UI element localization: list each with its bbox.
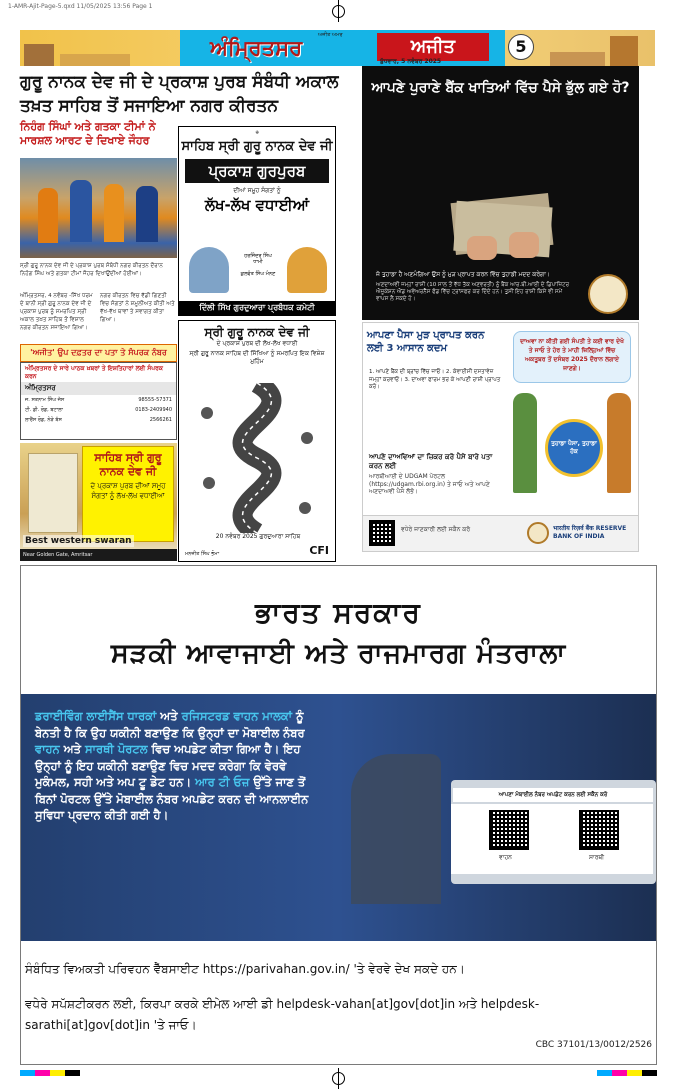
gov-message [35,708,313,824]
gov-line1: ਭਾਰਤ ਸਰਕਾਰ [255,596,422,629]
hotel-footer: Near Golden Gate, Amritsar [20,549,177,561]
hotel-ad-title: ਸਾਹਿਬ ਸ੍ਰੀ ਗੁਰੂ ਨਾਨਕ ਦੇਵ ਜੀ [94,451,162,478]
ad2-date: 20 ਨਵੰਬਰ 2025 ਗੁਰਦੁਆਰਾ ਸਾਹਿਬ [215,533,301,540]
ad1-band: ਪ੍ਰਕਾਸ਼ ਗੁਰਪੁਰਬ [185,159,329,183]
rbi-camp-bubble: ਦਾਅਵਾ ਨਾ ਕੀਤੀ ਗਈ ਸੰਪਤੀ ਤੇ ਕਈ ਵਾਰ ਦੇਖੋ ਤੇ ਜਾਓ ਤੇ ਹੋਰ ਤੇ ਮਾਹੀ ਜ਼ਿਲ੍ਹਿਆਂ ਵਿੱਚ ਅਕਤੂਬਰ ਤੋਂ ਦਸੰਬਰ 2025 ਦੌਰਾਨ ਲਗਾਏ ਜਾਣਗੇ। [513,331,631,383]
ad1-line: ਦੀਆਂ ਸਮੂਹ ਸੰਗਤਾਂ ਨੂੰ [233,187,281,194]
ad2-title: ਸ੍ਰੀ ਗੁਰੂ ਨਾਨਕ ਦੇਵ ਜੀ [204,325,310,339]
contact-label: ਲਾਰੈਂਸ ਰੋਡ, ਨੇੜੇ ਬੱਸ [25,417,62,423]
lead-body-left: ਅੰਮ੍ਰਿਤਸਰ, 4 ਨਵੰਬਰ -ਸਿੱਖ ਧਰਮ ਦੇ ਬਾਨੀ ਸ੍ਰੀ ਗੁਰੂ ਨਾਨਕ ਦੇਵ ਜੀ ਦੇ ਪ੍ਰਕਾਸ਼ ਪੁਰਬ ਨੂੰ ਸਮਰਪਿਤ ਸ੍ਰੀ ਅਕਾਲ ਤਖ਼ਤ ਸਾਹਿਬ ਤੋਂ ਵਿਸ਼ਾਲ ਨਗਰ ਕੀਰਤਨ ਸਜਾਇਆ ਗਿਆ। [20,293,93,331]
vahan-label: ਵਾਹਨ [499,854,512,861]
khanda-icon: ☬ [255,130,259,136]
rbi-qr-code [369,520,395,546]
rbi-seal-icon [588,274,628,314]
rbi-unclaimed-ad [362,66,639,320]
office-note: ਅੰਮ੍ਰਿਤਸਰ ਦੇ ਸਾਰੇ ਪਾਠਕ ਖ਼ਬਰਾਂ ਤੇ ਇਸ਼ਤਿਹਾਰਾਂ ਲਈ ਸੰਪਰਕ ਕਰਨ [25,365,163,380]
rbi-steps-ad [362,322,639,552]
msg-text: ਅਤੇ [59,742,86,756]
masthead-skyline-right-icon [550,52,605,66]
msg-highlight: ਡਰਾਈਵਿੰਗ ਲਾਈਸੈਂਸ ਧਾਰਕਾਂ [35,709,157,723]
contact-label: ਜ. ਸਤਨਾਮ ਸਿੰਘ ਜੱਸ [25,397,65,403]
office-header: ਅੰਮ੍ਰਿਤਸਰ [21,382,176,395]
contact-label: ਟੀ. ਡੀ. ਰੋਡ, ਬਟਾਲਾ [25,407,63,413]
morth-ad [20,565,657,1065]
masthead-city-title: ਅੰਮ੍ਰਿਤਸਰ [210,35,303,60]
page-number: 5 [508,34,534,60]
lead-headline: ਗੁਰੂ ਨਾਨਕ ਦੇਵ ਜੀ ਦੇ ਪ੍ਰਕਾਸ਼ ਪੁਰਬ ਸੰਬੰਧੀ ਅਕਾਲ ਤਖ਼ਤ ਸਾਹਿਬ ਤੋਂ ਸਜਾਇਆ ਨਗਰ ਕੀਰਤਨ [20,72,339,116]
ad1-footer: ਦਿੱਲੀ ਸਿੱਖ ਗੁਰਦੁਆਰਾ ਪ੍ਰਬੰਧਕ ਕਮੇਟੀ [179,301,335,315]
rbi-logo-icon [527,522,549,544]
gov-para-2: ਵਧੇਰੇ ਸਪੱਸ਼ਟੀਕਰਨ ਲਈ, ਕਿਰਪਾ ਕਰਕੇ ਈਮੇਲ ਆਈ ਡੀ helpdesk-vahan[at]gov[dot]in ਅਤੇ helpdesk-sarathi[at]gov[dot]in 'ਤੇ ਜਾਓ। [25,997,540,1032]
masthead-skyline-icon [60,54,130,66]
contact-row [21,405,176,415]
cfi-logo: CFI [309,544,329,557]
rbi-footer-note: ਵਧੇਰੇ ਜਾਣਕਾਰੀ ਲਈ ਸਕੈਨ ਕਰੋ [401,526,471,533]
photo-figure-icon [38,188,58,243]
person-left-icon [513,393,537,493]
ad1-top: ਸਾਹਿਬ ਸ੍ਰੀ ਗੁਰੂ ਨਾਨਕ ਦੇਵ ਜੀ [181,139,333,154]
gurpurab-greeting-ad [178,126,336,316]
masthead-date: ਬੁੱਧਵਾਰ, 5 ਨਵੰਬਰ 2025 [380,58,442,65]
rbi-body: ਅਣਦਾਅਵੀ ਜਮ੍ਹਾਂ ਰਾਸ਼ੀ (10 ਸਾਲ ਤੋਂ ਵੱਧ ਤੱਕ ਅਣਵਰਤੀ) ਨੂੰ ਬੈਂਕ ਆਰ.ਬੀ.ਆਈ ਦੇ ਡਿਪਾਜ਼ਿਟਰ ਐਜੂਕੇਸ਼ਨ ਐਂਡ ਅਵੇਅਰਨੈੱਸ ਫੰਡ ਵਿੱਚ ਟ੍ਰਾਂਸਫਰ ਕਰ ਦਿੰਦੇ ਹਨ। ਤੁਸੀਂ ਇਹ ਰਾਸ਼ੀ ਕਿਸੇ ਵੀ ਸਮੇਂ ਵਾਪਸ ਲੈ ਸਕਦੇ ਹੋ। [376,282,570,302]
rbi-slogan-badge: ਤੁਹਾਡਾ ਪੈਸਾ, ਤੁਹਾਡਾ ਹੱਕ [545,419,603,477]
masthead-tagline: ਅਜੀਤ ਅਮਰ [318,32,343,38]
cbc-code: CBC 37101/13/0012/2526 [535,1040,652,1050]
masthead-paper-title: ਅਜੀਤ [377,33,489,61]
nagar-kirtan-photo [20,158,177,258]
msg-text: ਵਿਚ ਅਪਡੇਟ ਕੀਤਾ ਗਿਆ ਹੈ। ਇਹ ਉਨ੍ਹਾਂ ਨੂੰ ਇਹ ਯਕੀਨੀ ਬਣਾਉਣ ਵਿਚ ਮਦਦ ਕਰੇਗਾ ਕਿ ਵੇਰਵੇ ਮੁਕੰਮਲ, ਸਹੀ ਅਤੇ ਅਪ ਟੂ ਡੇਟ ਹਨ। [35,742,301,789]
msg-text: ਉੱਤੇ ਜਾਣ ਤੋਂ ਬਿਨਾਂ ਪੋਰਟਲ ਉੱਤੇ ਮੋਬਾਈਲ ਨੰਬਰ ਅਪਡੇਟ ਕਰਨ ਦੀ ਆਨਲਾਈਨ ਸੁਵਿਧਾ ਪ੍ਰਦਾਨ ਕੀਤੀ ਗਈ ਹੈ। [35,775,309,822]
contact-value: 2566261 [149,417,172,423]
contact-row [21,415,176,425]
masthead [20,30,655,66]
color-bar-left [20,1070,80,1076]
contact-value: 98555-57371 [138,397,172,403]
rbi-footer [363,515,638,551]
person-right-icon [607,393,631,493]
portrait-right-name: ਕੁਲਵੰਤ ਸਿੰਘ ਮੰਨਣ [240,271,276,277]
masthead-temple-icon [610,36,638,66]
hotel-greeting-box [82,446,174,542]
portrait-left-icon [189,247,229,293]
winding-road-icon [187,383,327,533]
registration-mark-bottom [338,1068,339,1089]
ad2-event: ਸ੍ਰੀ ਗੁਰੂ ਨਾਨਕ ਸਾਹਿਬ ਦੀ ਸਿੱਖਿਆ ਨੂੰ ਸਮਰਪਿਤ ਇਕ ਵਿਸ਼ੇਸ਼ ਮੁਹਿੰਮ [189,350,325,365]
sarathi-qr-code [579,810,619,850]
gov-blue-band [21,694,656,941]
contact-row [21,395,176,405]
hotel-ad [20,443,177,561]
msg-highlight: ਸਾਰਥੀ ਪੋਰਟਲ [85,742,148,756]
hotel-ad-wish: ਦੇ ਪ੍ਰਕਾਸ਼ ਪੁਰਬ ਦੀਆਂ ਸਮੂਹ ਸੰਗਤਾਂ ਨੂੰ ਲੱਖ-ਲੱਖ ਵਧਾਈਆਂ [90,482,166,500]
registration-circle-top [332,5,345,18]
portrait-left-name: ਹਰਜਿੰਦਰ ਸਿੰਘ ਧਾਮੀ [244,253,272,265]
lead-subhead: ਨਿਹੰਗ ਸਿੰਘਾਂ ਅਤੇ ਗਤਕਾ ਟੀਮਾਂ ਨੇ ਮਾਰਸ਼ਲ ਆਰਟ ਦੇ ਦਿਖਾਏ ਜੌਹਰ [20,120,156,147]
rbi-claim-title: ਆਪਣੇ ਦਾਅਵਿਆਂ ਦਾ ਜ਼ਿਕਰ ਕਰੋ ਪੈਸੇ ਬਾਰੇ ਪਤਾ ਕਰਨ ਲਈ [369,453,493,470]
sarathi-label: ਸਾਰਥੀ [589,854,605,861]
rbi-lead: ਜੋ ਤੁਹਾਡਾ ਹੈ ਅਣਮੰਗਿਆ ਉਸ ਨੂੰ ਮੁੜ ਪ੍ਰਾਪਤ ਕਰਨ ਵਿੱਚ ਤੁਹਾਡੀ ਮਦਦ ਕਰੇਗਾ। [376,271,550,278]
print-slug-text: 1-AMR-Ajit-Page-5.qxd 11/05/2025 13:56 Page 1 [8,3,153,10]
currency-notes-icon [447,188,557,266]
rbi-bank-name: भारतीय रिज़र्व बैंक RESERVE BANK OF INDIA [553,525,627,540]
ad2-signatory: ਮਨਜੀਤ ਸਿੰਘ ਭੋਮਾ [185,551,220,557]
photo-caption: ਸ੍ਰੀ ਗੁਰੂ ਨਾਨਕ ਦੇਵ ਜੀ ਦੇ ਪ੍ਰਕਾਸ਼ ਪੁਰਬ ਸੰਬੰਧੀ ਨਗਰ ਕੀਰਤਨ ਦੌਰਾਨ ਨਿਹੰਗ ਸਿੰਘ ਅਤੇ ਗਤਕਾ ਟੀਮਾਂ ਜੌਹਰ ਦਿਖਾਉਂਦੀਆਂ ਹੋਈਆਂ। [20,263,163,277]
rbi-headline: ਆਪਣੇ ਪੁਰਾਣੇ ਬੈਂਕ ਖਾਤਿਆਂ ਵਿੱਚ ਪੈਸੇ ਭੁੱਲ ਗਏ ਹੋ? [371,80,630,96]
lead-body-right: ਨਗਰ ਕੀਰਤਨ ਵਿਚ ਵੱਡੀ ਗਿਣਤੀ ਵਿਚ ਸੰਗਤਾਂ ਨੇ ਸ਼ਮੂਲੀਅਤ ਕੀਤੀ ਅਤੇ ਵੱਖ-ਵੱਖ ਥਾਵਾਂ ਤੇ ਸਵਾਗਤ ਕੀਤਾ ਗਿਆ। [100,293,175,323]
msg-highlight: ਆਰ ਟੀ ਓਜ਼ [195,775,250,789]
ad1-portraits [185,247,331,295]
photo-figure-icon [104,184,124,242]
color-bar-right [597,1070,657,1076]
laptop-qr-panel [451,804,653,874]
msg-text: ਨੂੰ ਬੇਨਤੀ ਹੈ ਕਿ ਉਹ ਯਕੀਨੀ ਬਣਾਉਣ ਕਿ ਉਨ੍ਹਾਂ ਦਾ ਮੋਬਾਈਲ ਨੰਬਰ [35,709,305,740]
hotel-name: Best western swaran [25,536,132,546]
rbi-steps-list: 1. ਆਪਣੇ ਬੈਂਕ ਦੀ ਬ੍ਰਾਂਚ ਵਿੱਚ ਜਾਓ। 2. ਕੇਵਾਈਸੀ ਦਸਤਾਵੇਜ਼ ਜਮ੍ਹਾਂ ਕਰਵਾਓ। 3. ਦਾਅਵਾ ਫਾਰਮ ਭਰ ਕੇ ਆਪਣੀ ਰਾਸ਼ੀ ਪ੍ਰਾਪਤ ਕਰੋ। [369,369,501,391]
hand-icon [351,754,441,904]
laptop-screen-bar: ਆਪਣਾ ਮੋਬਾਈਲ ਨੰਬਰ ਅਪਡੇਟ ਕਰਨ ਲਈ ਸਕੈਨ ਕਰੋ [453,788,653,802]
cfi-campaign-ad [178,320,336,562]
photo-figure-icon [70,180,92,242]
rbi-steps-title: ਆਪਣਾ ਪੈਸਾ ਮੁੜ ਪ੍ਰਾਪਤ ਕਰਨ ਲਈ 3 ਆਸਾਨ ਕਦਮ [367,329,489,363]
office-contact-box [20,362,177,440]
masthead-building-icon [24,44,54,66]
msg-text: ਅਤੇ [156,709,182,723]
office-banner: 'ਅਜੀਤ' ਉਪ ਦਫ਼ਤਰ ਦਾ ਪਤਾ ਤੇ ਸੰਪਰਕ ਨੰਬਰ [20,344,177,362]
portrait-right-icon [287,247,327,293]
gov-line2: ਸੜਕੀ ਆਵਾਜਾਈ ਅਤੇ ਰਾਜਮਾਰਗ ਮੰਤਰਾਲਾ [110,638,567,669]
ad1-greeting: ਲੱਖ-ਲੱਖ ਵਧਾਈਆਂ [204,196,310,214]
photo-figure-icon [136,186,158,242]
msg-highlight: ਰਜਿਸਟਰਡ ਵਾਹਨ ਮਾਲਕਾਂ [181,709,293,723]
ad2-subtitle: ਦੇ ਪ੍ਰਕਾਸ਼ ਪੁਰਬ ਦੀ ਲੱਖ-ਲੱਖ ਵਧਾਈ [216,340,298,347]
contact-value: 0183-2409940 [135,407,172,413]
gov-para-1: ਸੰਬੰਧਿਤ ਵਿਅਕਤੀ ਪਰਿਵਹਨ ਵੈੱਬਸਾਈਟ https://parivahan.gov.in/ 'ਤੇ ਵੇਰਵੇ ਦੇਖ ਸਕਦੇ ਹਨ। [25,962,465,976]
vahan-qr-code [489,810,529,850]
rbi-claim-body: ਆਰਬੀਆਈ ਦੇ UDGAM ਪੋਰਟਲ (https://udgam.rbi.org.in) ਤੇ ਜਾਓ ਅਤੇ ਆਪਣੇ ਅਣਦਾਅਵੀ ਪੈਸੇ ਲੱਭੋ। [369,473,490,495]
msg-highlight: ਵਾਹਨ [35,742,60,756]
hotel-building-icon [28,453,78,533]
